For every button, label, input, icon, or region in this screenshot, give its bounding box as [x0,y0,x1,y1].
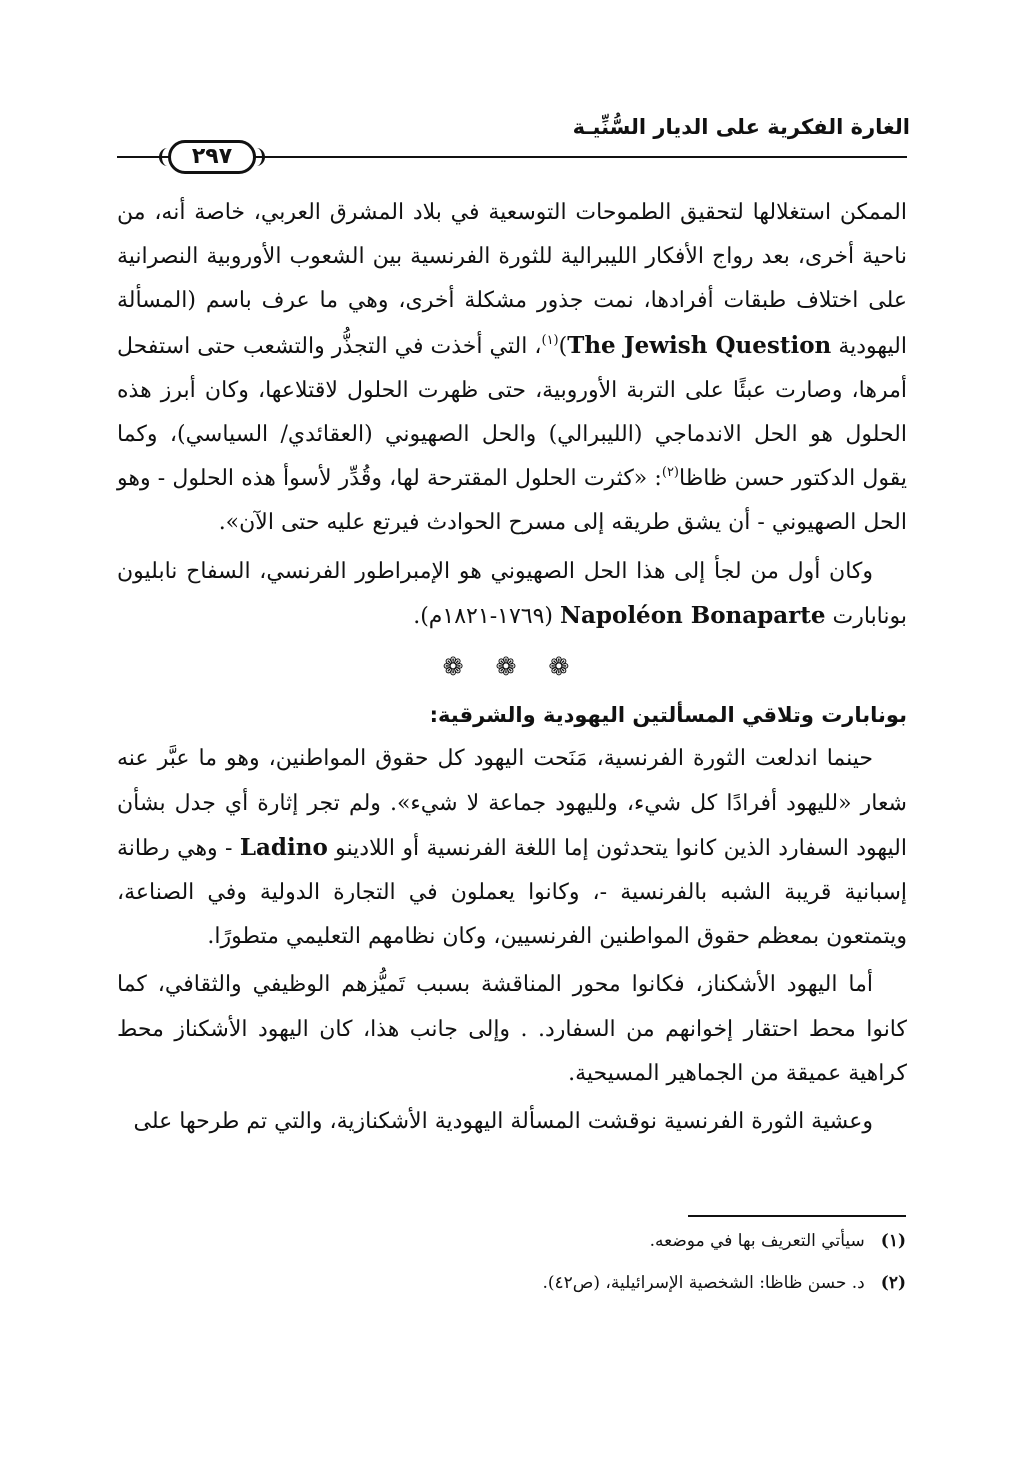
latin-term-ladino: Ladino [239,833,328,861]
footnote-1 [126,1230,906,1252]
footnote-divider [688,1215,906,1217]
footnote-ref-2[interactable]: (٢) [661,465,679,481]
paragraph-1 [117,191,907,546]
page-number-badge: ٢٩٧ [168,140,256,174]
footnotes [126,1230,906,1314]
latin-term-napoleon: Napoléon Bonaparte [559,601,826,629]
paragraph-1-close-paren: ) [558,333,568,359]
paragraph-2-text-b: (١٧٦٩-١٨٢١م). [413,603,560,629]
paragraph-1-text-a: الممكن استغلالها لتحقيق الطموحات التوسعية في بلاد المشرق العربي، خاصة أنه، من ناحية أخرى، بعد رواج الأفكار الليبرالية للثورة الفرنسية بين الشعوب الأوروبية النصرانية على اختلاف طبقات أفرادها، نمت جذور مشكلة أخرى، وهي ما عرف باسم (المسألة اليهودية [117,200,907,359]
footnote-1-number: (١) [880,1231,906,1251]
paragraph-5: وعشية الثورة الفرنسية نوقشت المسألة اليهودية الأشكنازية، والتي تم طرحها على [133,1109,873,1135]
latin-term-jewish-question: The Jewish Question [567,331,832,359]
paragraph-3-text-b: - وهي رطانة إسبانية قريبة الشبه بالفرنسية -، وكانوا يعملون في التجارة الدولية وفي الصناعة، ويتمتعون بمعظم حقوق المواطنين الفرنسيين، وكان نظامهم التعليمي متطورًا. [117,835,907,950]
paragraph-1-text-b: ، التي أخذت في التجذُّر والتشعب حتى استفحل أمرها، وصارت عبئًا على التربة الأوروبية، حتى ظهرت الحلول لاقتلاعها، وكان أبرز هذه الحلول هو الحل الاندماجي (الليبرالي) والحل الصهيوني (العقائدي/ السياسي)، وكما يقول الدكتور حسن ظاظا [117,333,907,492]
paragraph-2-text-a: وكان أول من لجأ إلى هذا الحل الصهيوني هو الإمبراطور الفرنسي، السفاح نابليون بونابارت [117,558,907,629]
paragraph-3-text-a: حينما اندلعت الثورة الفرنسية، مَنَحت اليهود كل حقوق المواطنين، وهو ما عبَّر عنه شعار «لليهود أفرادًا كل شيء، ولليهود جماعة لا شيء». ولم تجر إثارة أي جدل بشأن اليهود السفارد الذين كانوا يتحدثون إما اللغة الفرنسية أو اللادينو [117,746,908,861]
paragraph-1-text-c: : «كثرت الحلول المقترحة لها، وقُدِّر لأسوأ هذه الحلول - وهو الحل الصهيوني - أن يشق طريقه إلى مسرح الحوادث فيرتع عليه حتى الآن». [117,466,907,536]
footnote-2-text: د. حسن ظاظا: الشخصية الإسرائيلية، (ص٤٢). [542,1273,865,1293]
footnote-2 [126,1272,906,1294]
paragraph-2 [117,550,907,639]
main-text [117,191,907,1144]
ornament-separator: ❁ ❁ ❁ [442,652,582,682]
paragraph-4: أما اليهود الأشكناز، فكانوا محور المناقشة بسبب تَميُّزهم الوظيفي والثقافي، كما كانوا محط احتقار إخوانهم من السفارد. . وإلى جانب هذا، كان اليهود الأشكناز محط كراهية عميقة من الجماهير المسيحية. [117,972,907,1086]
footnote-1-text: سيأتي التعريف بها في موضعه. [649,1231,865,1251]
footnote-2-number: (٢) [880,1273,906,1293]
running-header-title: الغارة الفكرية على الديار السُّنِّيـة [572,115,910,139]
paragraph-3 [117,737,907,959]
section-heading: بونابارت وتلاقي المسألتين اليهودية والشرقية: [429,703,907,728]
footnote-ref-1[interactable]: (١) [541,332,559,348]
